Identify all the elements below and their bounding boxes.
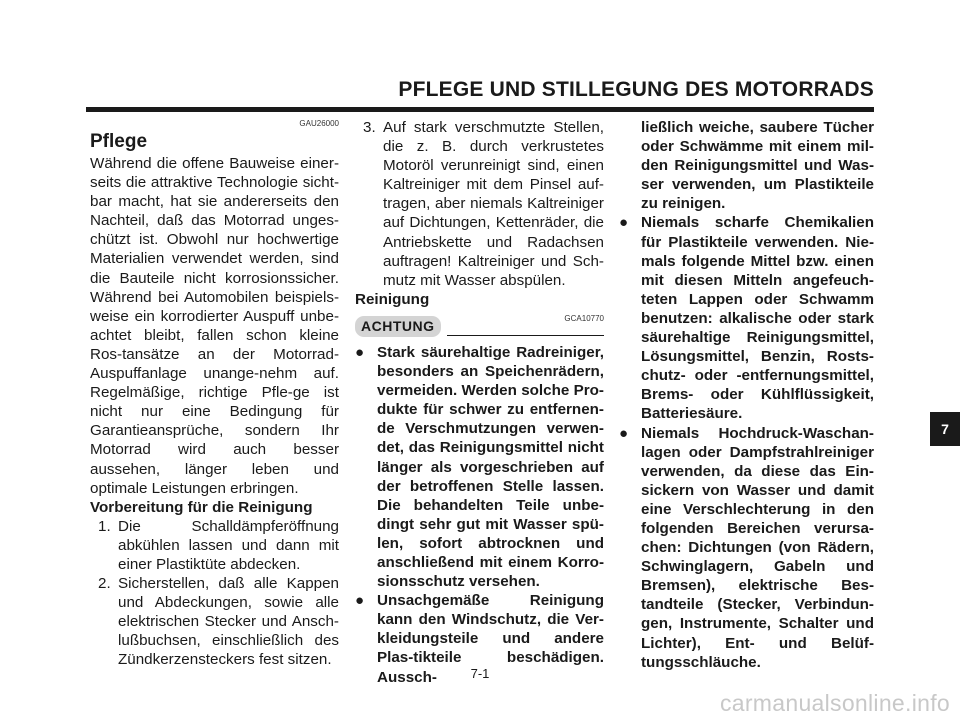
bullet-text: Niemals scharfe Chemikalien für Plastikteile verwenden. Nie-mals folgende Mittel bzw. einen mit diesen Mitteln angefeuch-teten Lappen oder Schwamm benutzen: alkalische oder stark säurehaltige Reinigungsmittel, Lösungsmittel, Benzin, Rosts-chutz- oder -entfernungsmittel, Brems- oder Kühlflüssigkeit, Batteriesäure. xyxy=(641,214,874,423)
preparation-steps-continued xyxy=(355,118,604,290)
caution-rule xyxy=(447,335,604,337)
bullet-dot-icon: ● xyxy=(355,343,365,361)
step-text: Sicherstellen, daß alle Kappen und Abdeckungen, sowie alle elektrischen Stecker und Ansch-lußbuchsen, einschließlich des Zündkerzensteckers fest sitzen. xyxy=(118,575,339,669)
bullet-dot-icon: ● xyxy=(619,214,629,232)
subheading-cleaning: Reinigung xyxy=(355,290,430,308)
subheading-preparation: Vorbereitung für die Reinigung xyxy=(90,498,313,516)
step-item xyxy=(90,517,339,574)
header-rule xyxy=(86,107,874,112)
intro-paragraph: Während die offene Bauweise einer-seits die attraktive Technologie sicht-bar macht, hat sie andererseits den Nachteil, daß das Motorrad unges-chützt ist. Obwohl nur hochwertige Materialien verwendet werden, sind die Bauteile nicht korrosionssicher. Während bei Automobilen beispiels-weise ein korrodierter Auspuff unbe-achtet bleibt, fallen schon kleine Ros-tansätze an der Motorrad-Auspuffanlage unange-nehm auf. Regelmäßige, richtige Pfle-ge ist nicht nur eine Bedingung für Garantieansprüche, sondern Ihr Motorrad wird auch besser aussehen, länger leben und optimale Leistungen erbringen. xyxy=(90,155,339,497)
bullet-text: Niemals Hochdruck-Waschan-lagen oder Dampfstrahlreiniger verwenden, da diese das Ein-sickern von Wasser und damit eine Verschlechterung in den folgenden Bereichen verursa-chen: Dichtungen (von Rädern, Schwinglagern, Gabeln und Bremsen), elektrische Bes-tandteile (Stecker, Verbindun-gen, Instrumente, Schalter und Lichter), Ent- und Belüf-tungsschläuche. xyxy=(641,424,874,671)
caution-bullet xyxy=(619,424,874,672)
step-number: 2. xyxy=(98,575,111,593)
caution-continuation: ließlich weiche, saubere Tücher oder Schwämme mit einem mil-den Reinigungsmittel und Was-ser verwenden, um Plastikteile zu reinigen. xyxy=(641,119,874,213)
page-number: 7-1 xyxy=(470,666,490,681)
bullet-text: Unsachgemäße Reinigung kann den Windschutz, die Ver-kleidungsteile und andere Plas-tikteile beschädigen. Aussch- xyxy=(377,592,604,686)
section-code: GAU26000 xyxy=(299,119,339,128)
column-2 xyxy=(355,118,604,687)
caution-code: GCA10770 xyxy=(564,313,604,323)
caution-bullet xyxy=(619,213,874,423)
chapter-tab: 7 xyxy=(930,412,960,446)
step-item xyxy=(90,574,339,669)
section-heading: Pflege xyxy=(90,131,148,152)
step-item xyxy=(355,118,604,290)
watermark: carmanualsonline.info xyxy=(719,690,950,716)
step-text: Die Schalldämpferöffnung abkühlen lassen und dann mit einer Plastiktüte abdecken. xyxy=(118,517,339,573)
step-text: Auf stark verschmutzte Stellen, die z. B. durch verkrustetes Motoröl verunreinigt sind, einen Kaltreiniger mit dem Pinsel auf-tragen, aber niemals Kaltreiniger auf Dichtungen, Kettenräder, die Antriebskette und Radachsen auftragen! Kaltreiniger und Sch-mutz mit Wasser abspülen. xyxy=(383,119,604,289)
caution-badge: ACHTUNG xyxy=(355,316,441,337)
caution-bullets xyxy=(355,343,604,687)
caution-box-header xyxy=(355,311,604,337)
preparation-steps xyxy=(90,517,339,670)
bullet-text: Stark säurehaltige Radreiniger, besonders an Speichenrädern, vermeiden. Werden solche Pro-dukte für schwer zu entfernen-de Verschmutzungen verwen-det, das Reinigungsmittel nicht länger als vorgeschrieben auf der betroffenen Stelle lassen. Die behandelten Teile unbe-dingt sehr gut mit Wasser spü-len, sofort abtrocknen und anschließend mit einem Korro-sionsschutz versehen. xyxy=(377,343,604,591)
caution-bullets-continued xyxy=(619,213,874,671)
column-3 xyxy=(619,118,874,672)
step-number: 3. xyxy=(363,119,376,136)
bullet-dot-icon: ● xyxy=(355,592,365,610)
step-number: 1. xyxy=(98,517,111,535)
page-header-title: PFLEGE UND STILLEGUNG DES MOTORRADS xyxy=(398,78,874,101)
bullet-dot-icon: ● xyxy=(619,424,629,442)
caution-bullet xyxy=(355,343,604,591)
column-1 xyxy=(90,118,339,670)
